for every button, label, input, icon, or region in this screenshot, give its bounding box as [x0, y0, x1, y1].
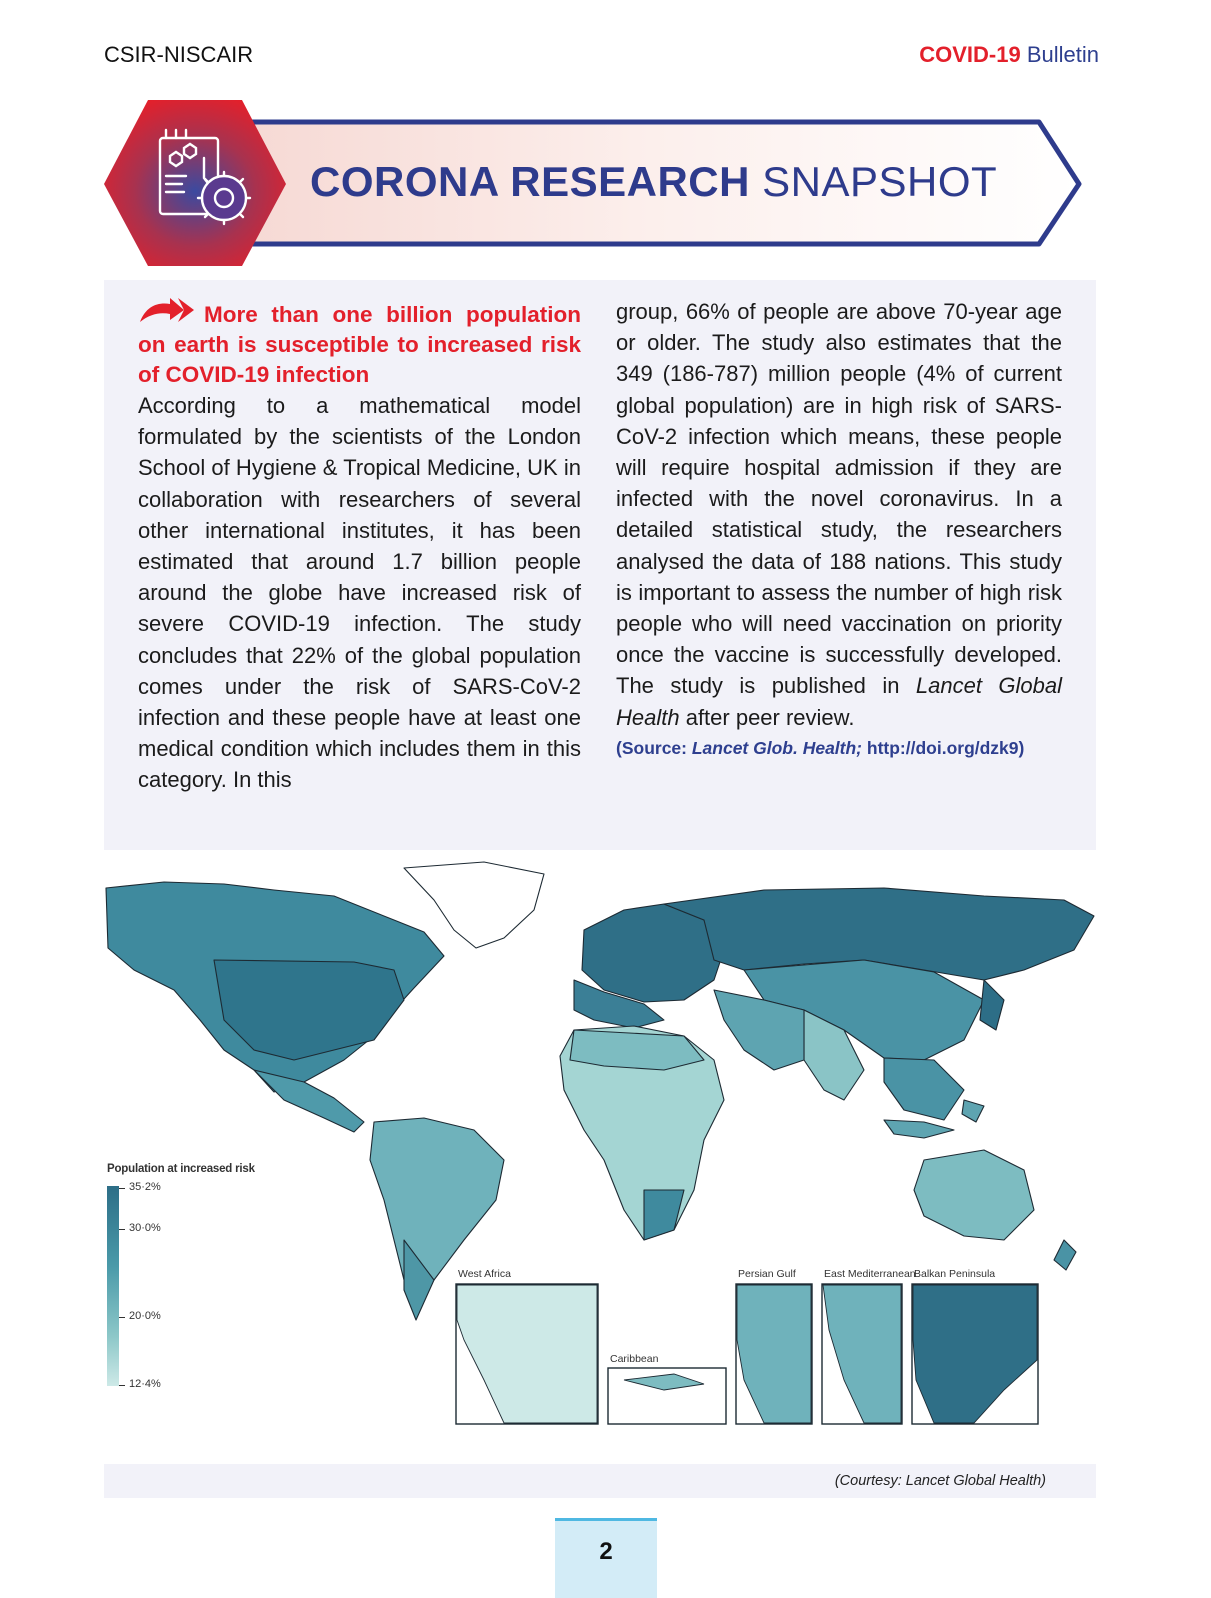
bulletin-title — [919, 42, 1099, 68]
article-right-column — [616, 296, 1062, 764]
page-number-box — [555, 1518, 657, 1598]
section-title — [310, 158, 997, 206]
article-left-column — [138, 296, 581, 796]
bulletin-title-red: COVID-19 — [919, 42, 1021, 67]
figure-credit: (Courtesy: Lancet Global Health) — [834, 1473, 1046, 1489]
inset-label-west-africa: West Africa — [458, 1268, 511, 1280]
world-risk-map — [104, 860, 1104, 1458]
section-title-light: SNAPSHOT — [762, 158, 998, 205]
double-arrow-icon — [138, 296, 196, 326]
article-headline — [138, 296, 581, 390]
figure-credit-bar — [104, 1464, 1096, 1498]
legend-title: Population at increased risk — [107, 1163, 255, 1175]
inset-label-persian-gulf: Persian Gulf — [738, 1268, 796, 1280]
legend-tick — [119, 1229, 125, 1230]
inset-label-balkan-peninsula: Balkan Peninsula — [914, 1268, 996, 1280]
page-number: 2 — [599, 1538, 613, 1565]
bulletin-title-blue: Bulletin — [1026, 42, 1099, 67]
legend-label-30: 30·0% — [129, 1222, 161, 1234]
legend-tick — [119, 1188, 125, 1189]
legend-tick — [119, 1317, 125, 1318]
legend-label-20: 20·0% — [129, 1310, 161, 1322]
journal-name: Lancet Global Health — [616, 673, 1062, 730]
article-panel — [104, 280, 1096, 850]
legend-tick — [119, 1385, 125, 1386]
inset-label-caribbean: Caribbean — [610, 1353, 659, 1365]
source-link[interactable]: http://doi.org/dzk9) — [862, 737, 1025, 758]
source-journal: Lancet Glob. Health; — [691, 737, 863, 758]
publisher-name: CSIR-NISCAIR — [104, 42, 254, 67]
headline-text: More than one billion population on earth is susceptible to increased risk of COVID-19 infection — [138, 302, 581, 387]
section-title-bold: CORONA RESEARCH — [310, 158, 750, 205]
right-body-end: after peer review. — [679, 704, 855, 730]
source-prefix: (Source: — [616, 737, 692, 758]
article-left-body: According to a mathematical model formulated by the scientists of the London School of Hygiene & Tropical Medicine, UK in collaboration with researchers of several other international institutes, it has been estimated that around 1.7 billion people around the globe have increased risk of severe COVID-19 infection. The study concludes that 22% of the global population comes under the risk of SARS-CoV-2 infection and these people have at least one medical condition which includes them in this category. In this — [138, 393, 581, 793]
legend-label-min: 12·4% — [129, 1378, 161, 1390]
article-right-body — [616, 296, 1062, 733]
inset-label-east-mediterranean: East Mediterranean — [824, 1268, 916, 1280]
legend-label-max: 35·2% — [129, 1181, 161, 1193]
legend-color-scale — [107, 1186, 119, 1386]
source-citation — [616, 733, 1062, 764]
right-body-text: group, 66% of people are above 70-year age or older. The study also estimates that the 349 (186-787) million people (4% of current global population) are in high risk of SARS-CoV-2 infection which means, these people will require hospital admission if they are infected with the novel coronavirus. In a detailed statistical study, the researchers analysed the data of 188 nations. This study is important to assess the number of high risk people who will need vaccination on priority once the vaccine is successfully developed. The study is published in — [616, 299, 1062, 699]
